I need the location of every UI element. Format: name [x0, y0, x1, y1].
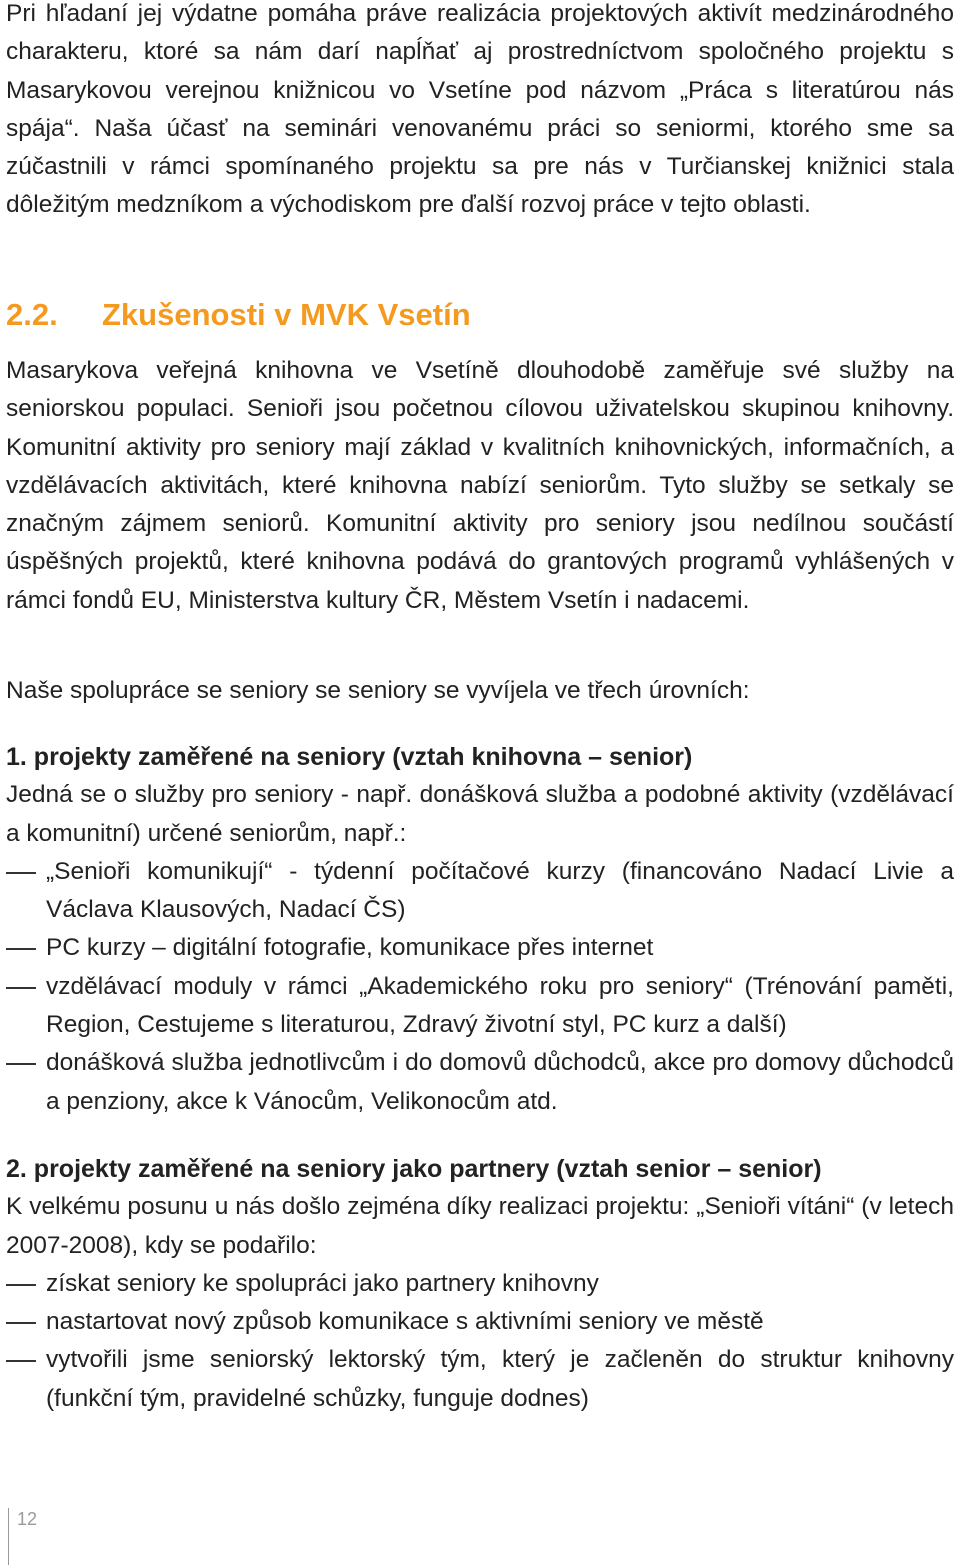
dash-bullet-icon [6, 987, 36, 989]
list-item-text: PC kurzy – digitální fotografie, komunikace přes internet [46, 934, 654, 962]
dash-bullet-icon [6, 1284, 36, 1286]
level2-list [6, 1265, 954, 1418]
main-paragraph: Masarykova veřejná knihovna ve Vsetíně dlouhodobě zaměřuje své služby na seniorskou populaci. Senioři jsou početnou cílovou uživatelskou skupinou knihovny. Komunitní aktivity pro seniory mají základ v kvalitních knihovnických, informačních, a vzdělávacích aktivitách, které knihovna nabízí seniorům. Tyto služby se setkaly se značným zájmem seniorů. Komunitní aktivity pro seniory jsou nedílnou součástí úspěšných projektů, které knihovna podává do grantových programů vyhlášených v rámci fondů EU, Ministerstva kultury ČR, Městem Vsetín i nadacemi. [6, 357, 954, 614]
list-item [6, 1303, 954, 1341]
list-item-text: získat seniory ke spolupráci jako partnery knihovny [46, 1269, 599, 1297]
list-item-text: nastartovat nový způsob komunikace s aktivními seniory ve městě [46, 1308, 764, 1336]
intro-paragraph: Pri hľadaní jej výdatne pomáha práve realizácia projektových aktivít medzinárodného charakteru, ktoré sa nám darí napĺňať aj prostredníctvom spoločného projektu s Masarykovou verejnou knižnicou vo Vsetíne pod názvom „Práca s literatúrou nás spája“. Naša účasť na seminári venovanému práci so seniormi, ktorého sme sa zúčastnili v rámci spomínaného projektu sa pre nás v Turčianskej knižnici stala dôležitým medzníkom a východiskom pre ďalší rozvoj práce v tejto oblasti. [6, 0, 954, 219]
list-item [6, 968, 954, 1045]
section-heading [6, 295, 471, 335]
list-item-text: „Senioři komunikují“ - týdenní počítačové kurzy (financováno Nadací Livie a Václava Klausových, Nadací ČS) [46, 857, 954, 924]
dash-bullet-icon [6, 948, 36, 950]
list-item [6, 1044, 954, 1121]
list-item-text: donášková služba jednotlivcům i do domovů důchodců, akce pro domovy důchodců a penziony, akce k Vánocům, Velikonocům atd. [46, 1049, 954, 1115]
list-item [6, 929, 954, 967]
level2-block [6, 1150, 954, 1418]
footer-divider [8, 1508, 9, 1565]
section-title: Zkušenosti v MVK Vsetín [102, 297, 471, 332]
list-item-text: vytvořili jsme seniorský lektorský tým, který je začleněn do struktur knihovny (funkční tým, pravidelné schůzky, funguje dodnes) [46, 1346, 954, 1412]
level1-heading: 1. projekty zaměřené na seniory (vztah knihovna – senior) [6, 743, 693, 771]
section-number: 2.2. [6, 297, 58, 332]
list-item [6, 853, 954, 930]
level1-intro: Jedná se o služby pro seniory - např. donášková služba a podobné aktivity (vzdělávací a komunitní) určené seniorům, např.: [6, 781, 954, 847]
dash-bullet-icon [6, 872, 36, 874]
level2-intro: K velkému posunu u nás došlo zejména díky realizaci projektu: „Senioři vítáni“ (v letech 2007-2008), kdy se podařilo: [6, 1193, 954, 1259]
dash-bullet-icon [6, 1322, 36, 1324]
list-item [6, 1265, 954, 1303]
dash-bullet-icon [6, 1063, 36, 1065]
list-item-text: vzdělávací moduly v rámci „Akademického roku pro seniory“ (Trénování paměti, Region, Cestujeme s literaturou, Zdravý životní styl, PC kurz a další) [46, 972, 954, 1039]
levels-paragraph: Naše spolupráce se seniory se seniory se vyvíjela ve třech úrovních: [6, 677, 750, 704]
level2-heading: 2. projekty zaměřené na seniory jako partnery (vztah senior – senior) [6, 1155, 822, 1183]
level1-block [6, 738, 954, 1121]
dash-bullet-icon [6, 1360, 36, 1362]
level1-list [6, 853, 954, 1121]
list-item [6, 1341, 954, 1418]
page-number: 12 [17, 1509, 38, 1529]
